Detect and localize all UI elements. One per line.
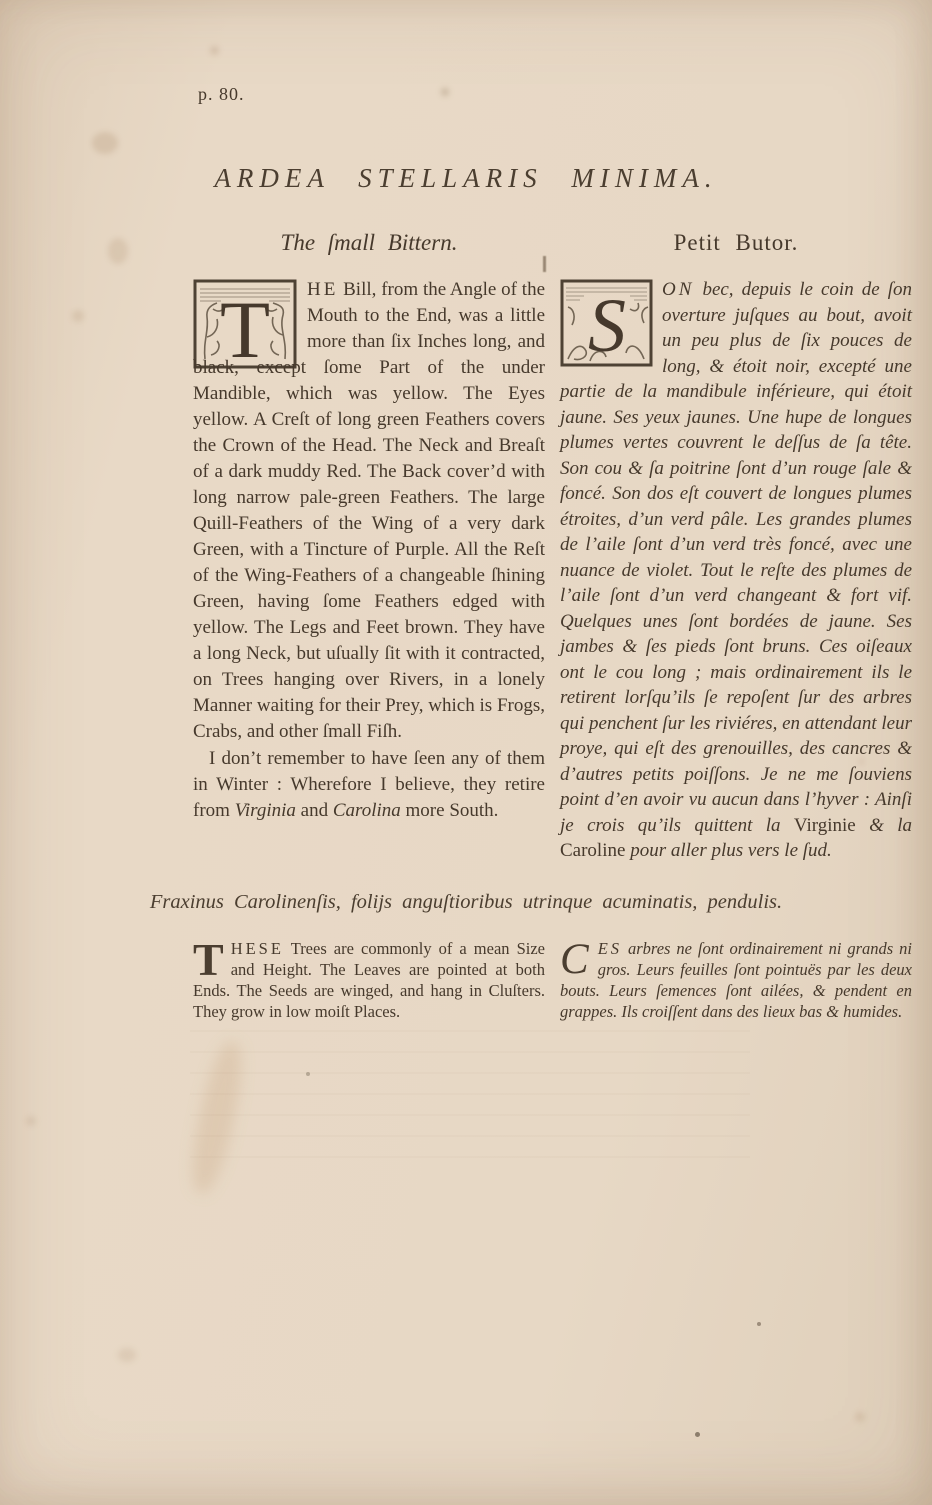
text-segment: Carolina — [332, 800, 401, 821]
text-segment: bec, depuis le coin de ſon overture juſques au bout, avoit un peu plus de ſix pouces de long, & étoit noir, excepté une partie de la mandibule inférieure, qui étoit jaune. Ses yeux jaunes. Une hupe de longues plumes vertes couvrent le deſſus de ſa tête. Son cou & ſa poitrine ſont d’un rouge ſale & foncé. Son dos eſt couvert de longues plumes étroites, d’un verd pâle. Les grandes plumes de l’aile ſont d’un verd très foncé, avec une nuance de violet. Tout le reſte des plumes de l’aile ſont d’un verd changeant & fort vif. Quelques unes ſont bordées de jaune. Ses jambes & ſes pieds ſont bruns. Ces oiſeaux ont le cou long ; mais ordinairement ils le retirent lorſqu’ils ſe repoſent ſur des arbres qui penchent ſur les riviéres, en attendant leur proye, qui eſt des grenouilles, des cancres & d’autres petits poiſſons. Je ne me ſouviens point d’en avoir vu aucun dans l’hyver : Ainſi je crois qu’ils quittent la — [560, 279, 912, 836]
woodcut-letter: T — [219, 284, 271, 369]
text-segment: more South. — [400, 800, 499, 821]
ink-speck — [695, 1432, 700, 1437]
woodcut-letter: S — [588, 284, 626, 367]
foxing-spot — [855, 1412, 865, 1422]
bird-section — [193, 228, 912, 864]
foxing-spot — [72, 310, 84, 322]
text-segment: & la — [855, 814, 912, 836]
drop-cap-T: T — [193, 934, 224, 985]
foxing-spot — [92, 132, 118, 154]
foxing-spot — [118, 1348, 136, 1362]
french-paragraph — [560, 277, 912, 864]
tree-french-column — [560, 938, 912, 1022]
drop-cap-C: C — [560, 936, 589, 983]
tree-french-paragraph — [560, 938, 912, 1022]
text-segment: Caroline — [560, 840, 626, 861]
woodcut-initial-T — [193, 279, 297, 369]
ink-speck — [757, 1322, 761, 1326]
tree-section — [193, 934, 912, 1022]
text-segment: ES — [597, 939, 623, 958]
tree-english-column — [193, 934, 545, 1022]
french-column — [560, 228, 912, 864]
show-through-text — [190, 1026, 750, 1158]
english-heading: The ſmall Bittern. — [280, 230, 458, 255]
text-segment: and — [295, 800, 333, 821]
tree-english-paragraph — [193, 934, 545, 1022]
text-segment: ON — [662, 279, 695, 300]
foxing-spot — [210, 46, 219, 55]
text-segment: Virginia — [234, 800, 296, 821]
tree-section-heading: Fraxinus Carolinenſis, folijs anguſtioribus utrinque acuminatis, pendulis. — [149, 891, 783, 913]
english-paragraph — [193, 746, 545, 824]
text-segment: I don’t remember to have ſeen any of them in Winter : Wherefore I believe, they retire from — [193, 748, 545, 821]
text-segment: arbres ne ſont ordinairement ni grands ni gros. Leurs feuilles ſont pointuës par les deux bouts. Leurs ſemences ſont ailées, & pendent en grappes. Ils croiſſent dans des lieux bas & humides. — [560, 939, 912, 1021]
french-heading: Petit Butor. — [673, 230, 799, 255]
foxing-spot — [108, 238, 128, 264]
foxing-spot — [441, 88, 449, 96]
text-segment: HESE — [230, 939, 284, 958]
text-segment: pour aller plus vers le ſud. — [625, 840, 832, 861]
english-column — [193, 228, 545, 864]
text-segment: Trees are commonly of a mean Size and Height. The Leaves are pointed at both Ends. The Seeds are winged, and hang in Cluſters. They grow in low moiſt Places. — [193, 939, 545, 1021]
foxing-spot — [26, 1116, 36, 1126]
page-title: ARDEA STELLARIS MINIMA. — [214, 163, 718, 193]
text-segment: HE — [307, 279, 339, 300]
english-paragraph — [193, 277, 545, 745]
woodcut-initial-S — [560, 279, 653, 367]
text-segment: Bill, from the Angle of the Mouth to the End, was a little more than ſix Inches long, and black, except ſome Part of the under Mandible, which was yellow. The Eyes yellow. A Creſt of long green Feathers covers the Crown of the Head. The Neck and Breaſt of a dark muddy Red. The Back cover’d with long narrow pale-green Feathers. The large Quill-Feathers of the Wing of a very dark Green, with a Tincture of Purple. All the Reſt of the Wing-Feathers of a changeable ſhining Green, having ſome Feathers edged with yellow. The Legs and Feet brown. They have a long Neck, but uſually ſit with it contracted, on Trees hanging over Rivers, in a lonely Manner waiting for their Prey, which is Frogs, Crabs, and other ſmall Fiſh. — [193, 279, 545, 742]
text-segment: Virginie — [793, 814, 856, 836]
page-number: p. 80. — [198, 84, 245, 104]
